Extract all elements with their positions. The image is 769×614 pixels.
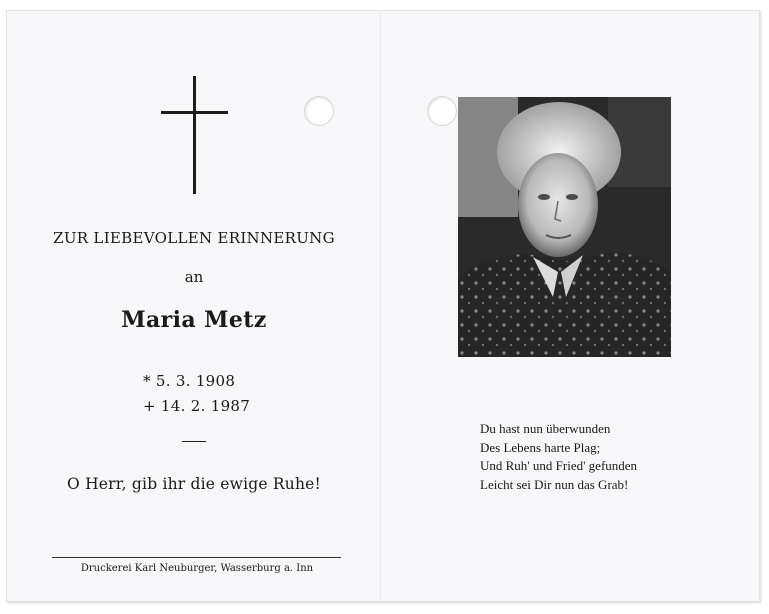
prayer-text: O Herr, gib ihr die ewige Ruhe!: [67, 475, 321, 493]
death-date: + 14. 2. 1987: [143, 397, 251, 415]
deceased-name: Maria Metz: [121, 307, 267, 333]
poem-line: Des Lebens harte Plag;: [480, 439, 601, 455]
divider: [182, 441, 206, 442]
printer-credit: Druckerei Karl Neuburger, Wasserburg a. Inn: [80, 563, 314, 574]
memorial-heading: ZUR LIEBEVOLLEN ERINNERUNG: [53, 229, 335, 247]
portrait-photo: [458, 97, 671, 357]
punch-hole-left: [304, 96, 334, 126]
poem-line: Leicht sei Dir nun das Grab!: [480, 476, 629, 492]
poem: [480, 420, 637, 494]
preposition-text: an: [184, 268, 204, 286]
poem-line: Du hast nun überwunden: [480, 421, 611, 436]
poem-line: Und Ruh' und Fried' gefunden: [480, 458, 638, 473]
punch-hole-right: [427, 96, 457, 126]
printer-rule: [52, 557, 341, 558]
birth-date: * 5. 3. 1908: [143, 372, 236, 390]
card-fold: [380, 10, 381, 600]
